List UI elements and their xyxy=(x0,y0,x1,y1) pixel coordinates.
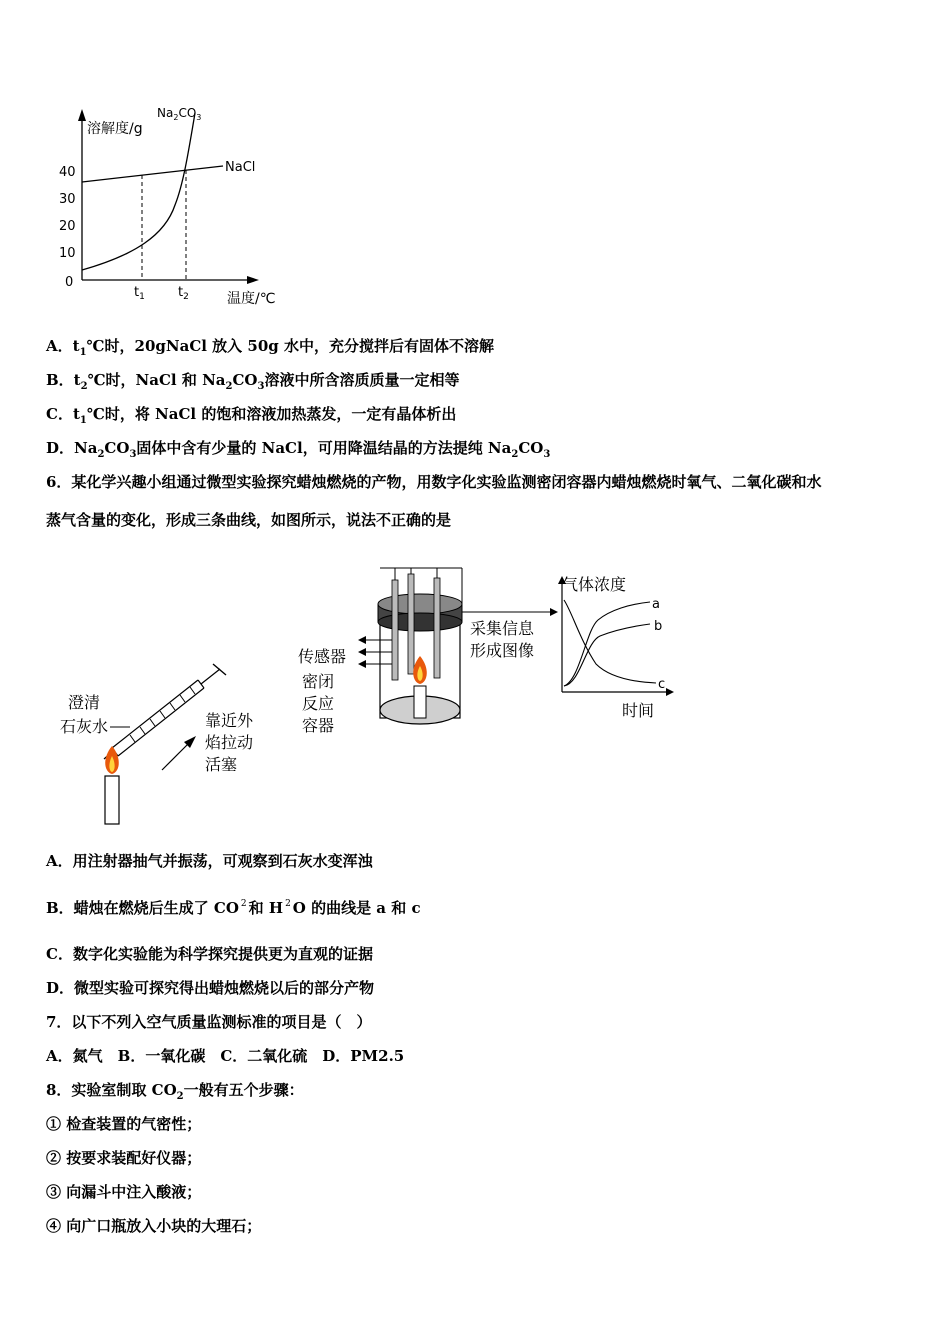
y-axis-label: 溶解度/g xyxy=(87,121,143,137)
q8-step: ② 按要求装配好仪器； xyxy=(46,1149,202,1167)
graph-y-label: 气体浓度 xyxy=(562,575,627,594)
q8-step: ④ 向广口瓶放入小块的大理石； xyxy=(46,1217,262,1235)
y-axis-arrow xyxy=(78,109,86,121)
label-pull-1: 靠近外 xyxy=(205,711,254,730)
label-container-1: 密闭 xyxy=(302,672,335,691)
y-tick: 20 xyxy=(59,219,76,234)
graph-x-label: 时间 xyxy=(622,701,655,720)
gas-concentration-graph xyxy=(558,576,674,696)
label-limewater-1: 澄清 xyxy=(68,693,101,712)
q8-step: ① 检查装置的气密性； xyxy=(46,1115,202,1133)
q6-option-a: A．用注射器抽气并振荡，可观察到石灰水变浑浊 xyxy=(46,852,373,870)
curve-a-label: a xyxy=(652,597,660,612)
curve-b xyxy=(564,624,650,686)
label-container-3: 容器 xyxy=(302,716,335,735)
na2co3-label: $Na_2CO_3$ xyxy=(157,106,202,122)
sensor-arrow-head xyxy=(358,648,366,656)
q6-option-b: B．蜡烛在燃烧后生成了 CO $^2$ 和 H $^2$ O 的曲线是 a 和 c xyxy=(46,899,421,917)
y-tick: 40 xyxy=(59,165,76,180)
label-collect-2: 形成图像 xyxy=(470,641,535,660)
x-axis-label: 温度/℃ xyxy=(227,291,276,307)
q8-stem: 8．实验室制取 $CO_2$一般有五个步骤： xyxy=(46,1081,304,1102)
graph-x-axis-arrow xyxy=(666,688,674,696)
x-tick-t2: $t_2$ xyxy=(178,285,189,302)
sealed-container xyxy=(378,568,462,724)
candle-left xyxy=(105,746,119,824)
collect-arrow-head xyxy=(550,608,558,616)
q5-option-d: D．$Na_2CO_3$固体中含有少量的 NaCl，可用降温结晶的方法提纯 $Na_2CO_3$ xyxy=(46,439,551,460)
y-tick: 30 xyxy=(59,192,76,207)
label-pull-2: 焰拉动 xyxy=(205,733,254,752)
q8-step: ③ 向漏斗中注入酸液； xyxy=(46,1183,202,1201)
nacl-curve xyxy=(82,166,223,182)
pull-arrow xyxy=(162,742,190,770)
q6-option-d: D．微型实验可探究得出蜡烛燃烧以后的部分产物 xyxy=(46,979,375,997)
label-limewater-2: 石灰水 xyxy=(60,717,109,736)
label-collect-1: 采集信息 xyxy=(470,619,535,638)
q5-option-c: C．$t_1℃$时，将 NaCl 的饱和溶液加热蒸发，一定有晶体析出 xyxy=(46,405,457,426)
curve-b-label: b xyxy=(654,619,663,634)
y-tick: 0 xyxy=(65,275,74,290)
x-axis-arrow xyxy=(247,276,259,284)
q5-option-a: A．$t_1℃$时，20gNaCl 放入 50g 水中，充分搅拌后有固体不溶解 xyxy=(46,337,494,358)
label-sensor: 传感器 xyxy=(298,647,347,666)
q6-stem-line2: 蒸气含量的变化，形成三条曲线，如图所示，说法不正确的是 xyxy=(46,511,452,529)
q6-option-c: C．数字化实验能为科学探究提供更为直观的证据 xyxy=(46,945,373,963)
candle-experiment-figure xyxy=(50,560,690,835)
q5-option-b: B．$t_2℃$时，NaCl 和 $Na_2CO_3$溶液中所含溶质质量一定相等 xyxy=(46,371,460,392)
y-tick: 10 xyxy=(59,246,76,261)
q6-stem-line1: 6．某化学兴趣小组通过微型实验探究蜡烛燃烧的产物，用数字化实验监测密闭容器内蜡烛燃烧时氧气、二氧化碳和水 xyxy=(46,473,822,491)
sensor-arrow-head xyxy=(358,636,366,644)
sensor-arrow-head xyxy=(358,660,366,668)
label-container-2: 反应 xyxy=(302,694,335,713)
curve-c-label: c xyxy=(658,677,666,692)
nacl-label: NaCl xyxy=(225,160,256,175)
q7-stem: 7．以下不列入空气质量监测标准的项目是（ ） xyxy=(46,1013,372,1031)
x-tick-t1: $t_1$ xyxy=(134,285,145,302)
label-pull-3: 活塞 xyxy=(205,755,238,774)
q7-options: A．氮气 B．一氧化碳 C．二氧化硫 D．PM2.5 xyxy=(46,1047,405,1065)
solubility-chart xyxy=(45,95,305,310)
